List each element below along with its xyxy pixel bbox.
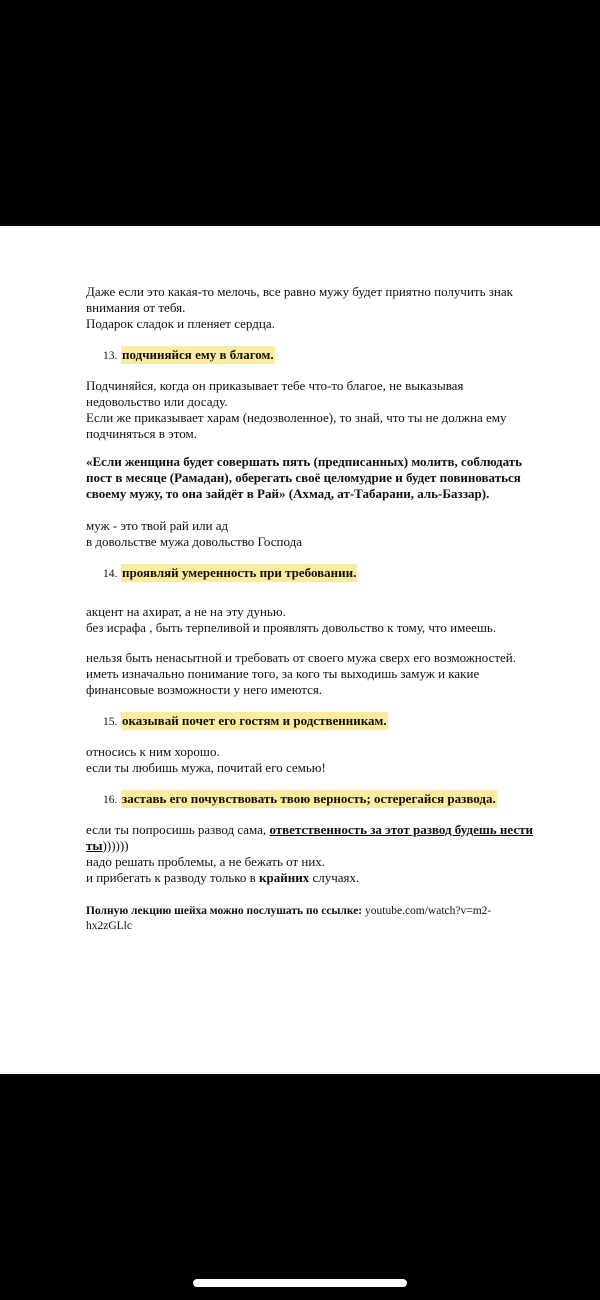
- footer-label: Полную лекцию шейха можно послушать по ссылке:: [86, 905, 363, 917]
- text-line: внимания от тебя.: [86, 300, 186, 315]
- text-segment: и прибегать к разводу только в: [86, 870, 260, 885]
- item-number: 15.: [103, 716, 118, 728]
- item-number: 16.: [103, 794, 118, 806]
- text-line: пост в месяце (Рамадан), оберегать своё целомудрие и будет повиноваться: [86, 470, 521, 485]
- text-line: надо решать проблемы, а не бежать от них.: [86, 854, 326, 869]
- list-item-15: [86, 712, 560, 730]
- text-line: подчиняться в этом.: [86, 426, 197, 441]
- text-line: относись к ним хорошо.: [86, 744, 220, 759]
- item-number: 14.: [103, 568, 118, 580]
- paragraph-husband: [86, 518, 560, 550]
- text-segment: случаях.: [309, 870, 360, 885]
- text-line: иметь изначально понимание того, за кого ты выходишь замуж и какие: [86, 666, 480, 681]
- underlined-text: ответственность за этот развод будешь нести: [269, 822, 533, 837]
- text-line: Подарок сладок и пленяет сердца.: [86, 316, 275, 331]
- bold-text: крайних: [259, 870, 310, 885]
- text-line: муж - это твой рай или ад: [86, 518, 229, 533]
- lecture-link-cont[interactable]: hx2zGLlc: [86, 920, 132, 932]
- text-line: Подчиняйся, когда он приказывает тебе что-то благое, не выказывая: [86, 378, 464, 393]
- text-line: если ты любишь мужа, почитай его семью!: [86, 760, 326, 775]
- text-line: Если же приказывает харам (недозволенное), то знай, что ты не должна ему: [86, 410, 507, 425]
- lecture-link[interactable]: youtube.com/watch?v=m2-: [362, 905, 492, 917]
- highlighted-heading: заставь его почувствовать твою верность; остерегайся развода.: [122, 791, 496, 806]
- highlighted-heading: подчиняйся ему в благом.: [122, 347, 274, 362]
- text-line: акцент на ахират, а не на эту дунью.: [86, 604, 286, 619]
- list-item-13: [86, 346, 560, 364]
- text-line: без исрафа , быть терпеливой и проявлять довольство к тому, что имеешь.: [86, 620, 497, 635]
- document-content: [86, 284, 560, 934]
- item-number: 13.: [103, 350, 118, 362]
- paragraph-obey: [86, 378, 560, 442]
- paragraph-divorce: [86, 822, 560, 886]
- list-item-16: [86, 790, 560, 808]
- underlined-text: ты: [86, 838, 103, 853]
- hadith-quote: [86, 454, 560, 502]
- paragraph-relatives: [86, 744, 560, 776]
- text-line: финансовые возможности у него имеются.: [86, 682, 323, 697]
- lecture-footer: [86, 904, 560, 934]
- text-line: недовольство или досаду.: [86, 394, 228, 409]
- home-indicator[interactable]: [193, 1279, 407, 1287]
- paragraph-means: [86, 650, 560, 698]
- text-line: Даже если это какая-то мелочь, все равно мужу будет приятно получить знак: [86, 284, 513, 299]
- text-line: «Если женщина будет совершать пять (предписанных) молитв, соблюдать: [86, 454, 522, 469]
- highlighted-heading: проявляй умеренность при требовании.: [122, 565, 357, 580]
- text-line: в довольстве мужа довольство Господа: [86, 534, 302, 549]
- list-item-14: [86, 564, 560, 582]
- document-page: [0, 226, 600, 1074]
- text-line: нельзя быть ненасытной и требовать от своего мужа сверх его возможностей.: [86, 650, 517, 665]
- paragraph-gift: [86, 284, 560, 332]
- text-segment: )))))): [102, 838, 129, 853]
- highlighted-heading: оказывай почет его гостям и родственникам.: [122, 713, 387, 728]
- paragraph-moderation: [86, 604, 560, 636]
- text-line: своему мужу, то она зайдёт в Рай» (Ахмад, ат-Табарани, аль-Баззар).: [86, 486, 490, 501]
- text-segment: если ты попросишь развод сама,: [86, 822, 270, 837]
